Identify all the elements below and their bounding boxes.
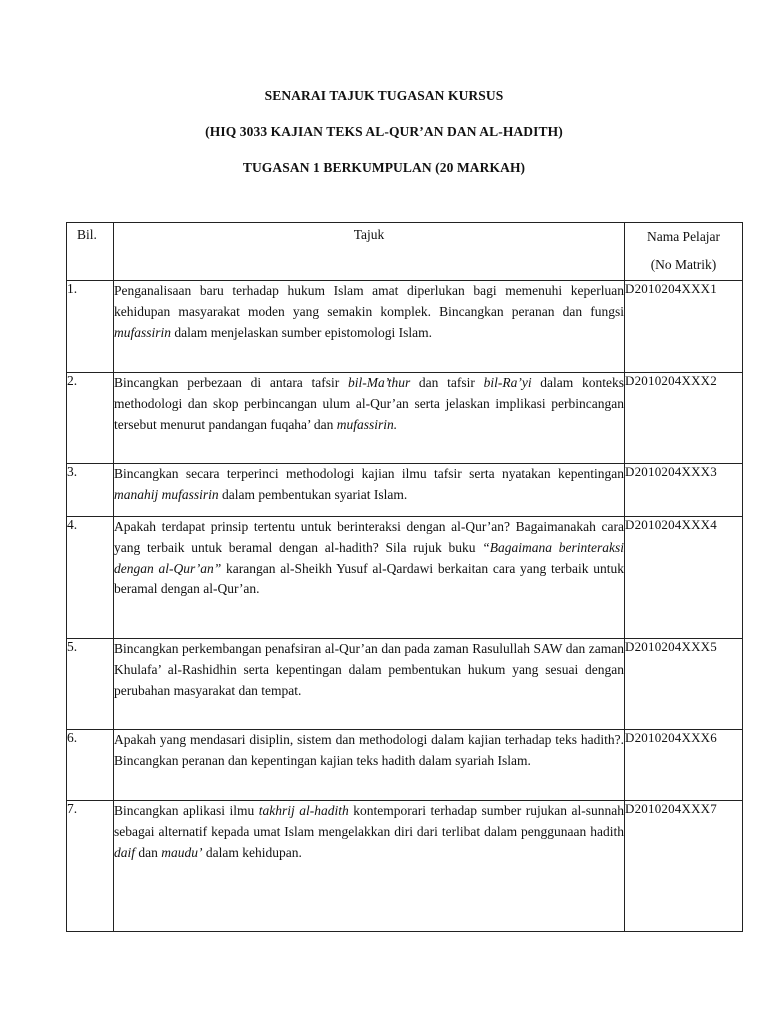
topic-italic-term: mufassirin (114, 324, 172, 340)
table-row (67, 281, 743, 373)
row-student-id: D2010204XXX2 (625, 373, 743, 464)
header-nama-pelajar (625, 223, 743, 281)
table-row (67, 730, 743, 801)
row-number: 1. (67, 281, 114, 373)
topic-text: dalam menjelaskan sumber epistomologi Islam. (171, 324, 432, 340)
topic-italic-term: bil-Ma’thur (347, 375, 411, 390)
row-topic (114, 517, 625, 639)
topic-text: dan tafsir (410, 375, 484, 390)
table-row (67, 373, 743, 464)
row-topic (114, 281, 625, 373)
row-number: 2. (67, 373, 114, 464)
row-topic (114, 639, 625, 730)
topic-text: Bincangkan perbezaan di antara tafsir (114, 375, 348, 390)
row-number: 7. (67, 801, 114, 932)
topic-text: Apakah yang mendasari disiplin, sistem dan methodologi dalam kajian terhadap teks hadith?. Bincangkan peranan dan kepentingan kajian teks hadith dalam syariah Islam. (114, 732, 624, 768)
row-student-id: D2010204XXX3 (625, 464, 743, 517)
header-bil (67, 223, 114, 281)
row-student-id: D2010204XXX1 (625, 281, 743, 373)
topic-italic-term: bil-Ra’yi (483, 375, 532, 390)
row-number: 4. (67, 517, 114, 639)
topic-text: Apakah terdapat prinsip tertentu untuk berinteraksi dengan al-Qur’an? Bagaimanakah cara yang terbaik untuk beramal dengan al-hadith? Sila rujuk buku (114, 519, 624, 555)
course-title: (HIQ 3033 KAJIAN TEKS AL-QUR’AN DAN AL-HADITH) (205, 124, 563, 139)
row-topic (114, 801, 625, 932)
row-student-id: D2010204XXX4 (625, 517, 743, 639)
header-nama-label: Nama Pelajar (646, 229, 721, 244)
topic-text: Bincangkan aplikasi ilmu (114, 803, 259, 818)
row-number: 5. (67, 639, 114, 730)
topic-text: Penganalisaan baru terhadap hukum Islam amat diperlukan bagi memenuhi keperluan kehidupan masyarakat moden yang semakin komplek. Bincangkan peranan dan fungsi (114, 283, 624, 319)
header-tajuk-label: Tajuk (353, 227, 385, 242)
row-student-id: D2010204XXX7 (625, 801, 743, 932)
row-student-id: D2010204XXX6 (625, 730, 743, 801)
table-row (67, 464, 743, 517)
topic-italic-term: “Bagaimana berinteraksi dengan al-Qur’an” (114, 539, 625, 576)
topic-text: karangan al-Sheikh Yusuf al-Qardawi berkaitan cara yang terbaik untuk beramal dengan al-Qur’an. (114, 560, 624, 597)
table-row (67, 639, 743, 730)
row-student-id: D2010204XXX5 (625, 639, 743, 730)
table-header-row (67, 223, 743, 281)
topic-text: dan (135, 844, 162, 860)
document-title: SENARAI TAJUK TUGASAN KURSUS (264, 88, 504, 103)
table-row (67, 801, 743, 932)
topic-text: dalam kehidupan. (202, 844, 302, 860)
topic-italic-term: manahij mufassirin (114, 486, 219, 502)
topic-text: kontemporari terhadap sumber rujukan al-sunnah sebagai alternatif kepada umat Islam mengelakkan diri dari terlibat dalam penggunaan hadith (114, 803, 624, 839)
topic-italic-term: daif (114, 844, 136, 860)
topic-text: Bincangkan perkembangan penafsiran al-Qur’an dan pada zaman Rasulullah SAW dan zaman Khulafa’ al-Rashidhin serta kepentingan dalam pembentukan hukum yang sesuai dengan perubahan masyarakat dan tempat. (114, 641, 624, 698)
topic-italic-term: mufassirin. (336, 416, 398, 432)
table-row (67, 517, 743, 639)
row-topic (114, 373, 625, 464)
topic-text: dalam pembentukan syariat Islam. (218, 486, 408, 502)
topic-text: Bincangkan secara terperinci methodologi kajian ilmu tafsir serta nyatakan kepentingan (114, 466, 624, 481)
topic-text: dalam konteks methodologi dan skop perbincangan ulum al-Qur’an serta jelaskan implikasi perbincangan tersebut menurut pandangan fuqaha’ dan (114, 375, 624, 432)
row-topic (114, 464, 625, 517)
row-topic (114, 730, 625, 801)
row-number: 3. (67, 464, 114, 517)
assignment-title: TUGASAN 1 BERKUMPULAN (20 MARKAH) (242, 160, 526, 175)
topic-italic-term: takhrij al-hadith (258, 803, 349, 818)
header-tajuk (114, 223, 625, 281)
topic-italic-term: maudu’ (161, 844, 203, 860)
header-bil-label: Bil. (77, 227, 97, 242)
topics-table (66, 222, 743, 932)
header-matrik-label: (No Matrik) (650, 257, 717, 272)
row-number: 6. (67, 730, 114, 801)
